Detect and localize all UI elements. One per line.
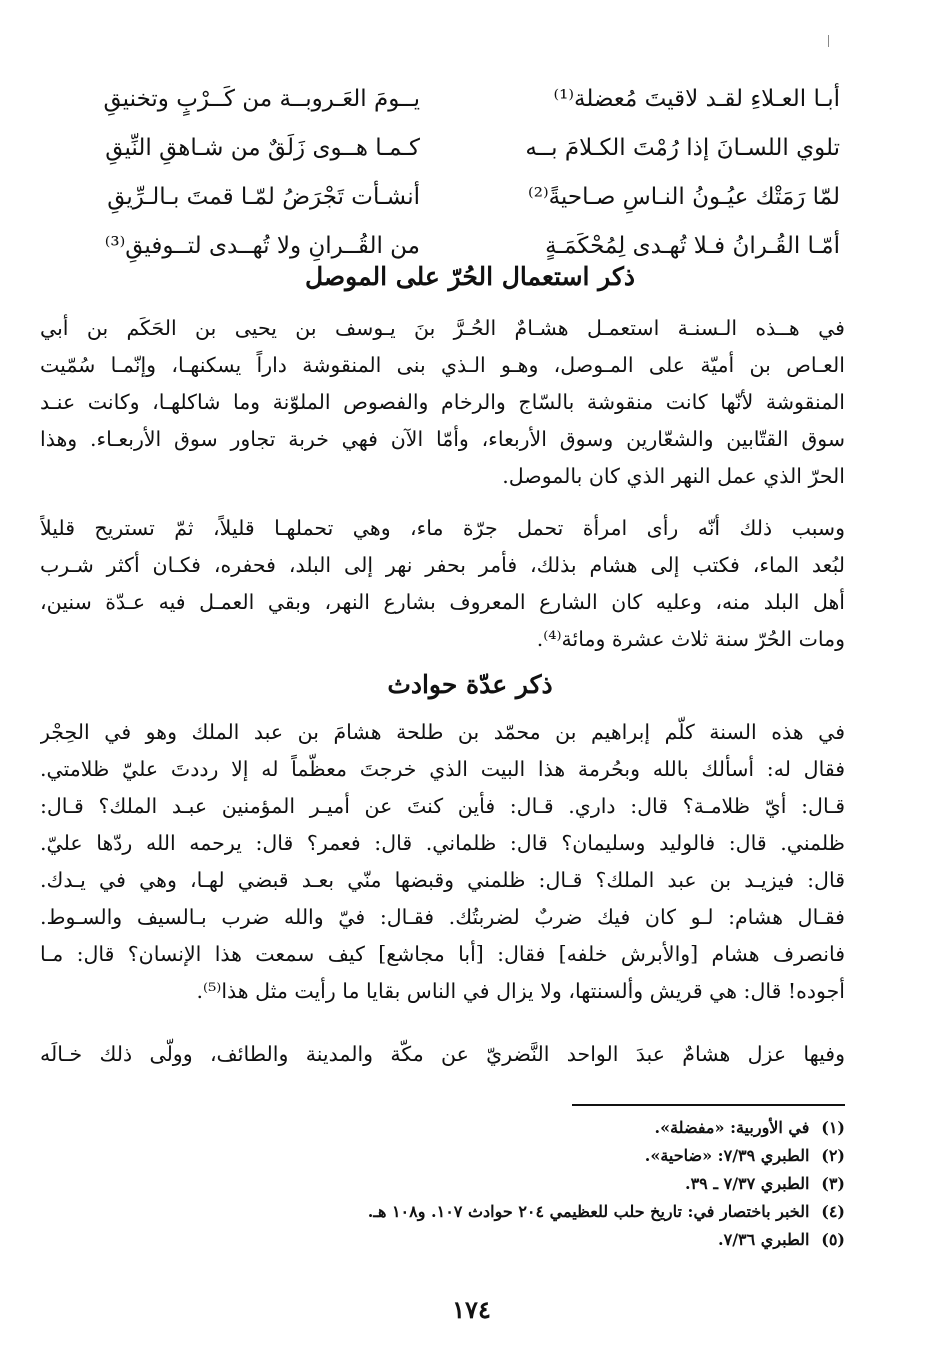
- text-line: قال: فيزيـد بن عبد الملك؟ قـال: ظلمني وقبضها منّي بعـد قبضي لهـا، وهي في يـدك.: [40, 868, 845, 892]
- text-line: قـال: أيّ ظلامـة؟ قال: داري. قـال: فأين كنتَ عن أميـر المؤمنين عبـد الملك؟ قـال:: [40, 794, 845, 818]
- verse-first-hemistich: لمّا رَمَتْك عيُـونُ النـاسِ صـاحيةً⁽²⁾: [528, 183, 840, 210]
- footnote-number: (٤): [821, 1202, 845, 1221]
- text-line: ومات الحُرّ سنة ثلاث عشرة ومائة⁽⁴⁾.: [536, 627, 845, 651]
- footnote: [40, 1118, 845, 1137]
- footnote-text: الخبر باختصار في: تاريخ حلب للعظيمي ٢٠٤ حوادث ١٠٧. و١٠٨ هـ.: [367, 1202, 810, 1221]
- footnote-number: (٢): [821, 1146, 845, 1165]
- paragraph: [40, 714, 845, 1010]
- paragraph: [40, 510, 845, 658]
- text-line: وفيها عزل هشامٌ عبدَ الواحد النَّضريّ عن مكّة والمدينة والطائف، وولّى ذلك خـالَه: [40, 1042, 845, 1066]
- verse-line: [40, 172, 840, 221]
- section-heading: ذكر عدّة حوادث: [387, 670, 553, 699]
- footnote: [40, 1230, 845, 1249]
- footnote: [40, 1146, 845, 1165]
- footnote-number: (٥): [821, 1230, 845, 1249]
- text-line: أهل البلد منه، وعليه كان الشارع المعروف بشارع النهر، وبقي العمـل فيه عـدّة سنين،: [40, 590, 845, 614]
- footnote: [40, 1202, 845, 1221]
- verse-second-hemistich: من القُــرانِ ولا تُهــدى لتــوفيقِ⁽³⁾: [104, 232, 420, 259]
- text-line: أجوده! قال: هي قريش وألسنتها، ولا يزال في الناس بقايا ما رأيت مثل هذا⁽⁵⁾.: [196, 979, 845, 1003]
- verse-first-hemistich: تلوي اللسـانَ إذا رُمْتَ الكـلامَ بــه: [525, 134, 840, 161]
- text-line: لبُعد الماء، فكتب إلى هشام بذلك، فأمر بحفر نهر إلى البلد، فحفره، فكـان أكثر شـرب: [40, 553, 845, 577]
- page-number: ١٧٤: [452, 1295, 491, 1324]
- verse-first-hemistich: أبـا العـلاءِ لقـد لاقيتَ مُعضلة⁽¹⁾: [553, 85, 840, 112]
- text-line: المنقوشة لأنّها كانت منقوشة بالسّاج والرخام والفصوص الملوّنة وما شاكلهـا، وكانت عنـد: [40, 390, 845, 414]
- text-line: وسبب ذلك أنّه رأى امرأة تحمل جرّة ماء، وهي تحملهـا قليلاً، ثمّ تستريح قليلاً: [40, 516, 845, 540]
- text-line: فقـال هشام: لـو كان فيك ضربٌ لضربتُك. فقـال: فيّ والله ضرب بـالسيف والسـوط.: [40, 905, 845, 929]
- text-line: العـاص بن أميّة على المـوصل، وهـو الـذي بنى المنقوشة داراً يسكنهـا، وإنّمـا سُمّيت: [40, 353, 845, 377]
- verse-second-hemistich: أنشـأت تَجْرَضُ لمّـا قمتَ بـالـرِّيقِ: [107, 183, 420, 210]
- footnote-number: (٣): [821, 1174, 845, 1193]
- section-heading: ذكر استعمال الحُرّ على الموصل: [305, 262, 635, 291]
- footnote-text: في الأوربية: «مفضلة».: [654, 1118, 810, 1137]
- text-line: سوق القتّابين والشعّارين وسوق الأربعاء، وأمّا الآن فهي خربة تجاور سوق الأربعـاء. وهذا: [40, 427, 845, 451]
- footnote-text: الطبري ٧/٣٩: «ضاحية».: [644, 1146, 810, 1165]
- text-line: الحرّ الذي عمل النهر الذي كان بالموصل.: [502, 464, 845, 488]
- text-line: في هــذه الـسنـة استعمـل هشـامٌ الحُـرَّ بنَ يـوسف بن يحيى بن الحَكَم بن أبي: [40, 316, 845, 340]
- verse-line: [40, 74, 840, 123]
- verse-line: [40, 123, 840, 172]
- edge-mark: [828, 35, 829, 47]
- footnote-number: (١): [821, 1118, 845, 1137]
- text-line: في هذه السنة كلّم إبراهيم بن محمّد بن طلحة هشامَ بن عبد الملك وهو في الحِجْر: [40, 720, 845, 744]
- verse-second-hemistich: يــومَ العَـروبــة من كَــرْبٍ وتخنيقِ: [103, 85, 420, 112]
- paragraph: [40, 1036, 845, 1073]
- footnote-text: الطبري ٧/٣٧ ـ ٣٩.: [685, 1174, 810, 1193]
- text-line: فانصرف هشام [والأبرش خلفه] فقال: [أبا مجاشع] كيف سمعت هذا الإنسان؟ قال: مـا: [40, 942, 845, 966]
- verse-second-hemistich: كـمـا هــوى زَلَقٌ من شـاهقِ النِّيقِ: [105, 134, 420, 161]
- text-line: فقال له: أسألك بالله وبحُرمة هذا البيت الذي خرجتَ معظّماً له إلا رددتَ عليّ ظلامتي.: [40, 757, 845, 781]
- text-line: ظلمني. قال: فالوليد وسليمان؟ قال: ظلماني. قال: فعمر؟ قال: يرحمه الله ردّها عليّ.: [40, 831, 845, 855]
- verse-first-hemistich: أمّـا القُـرانُ فـلا تُهـدى لِمُحْكَمَـةٍ: [545, 232, 840, 259]
- poem-verses: [40, 74, 840, 270]
- footnote-text: الطبري ٧/٣٦.: [718, 1230, 810, 1249]
- footnote: [40, 1174, 845, 1193]
- paragraph: [40, 310, 845, 495]
- footnote-separator: [572, 1104, 845, 1106]
